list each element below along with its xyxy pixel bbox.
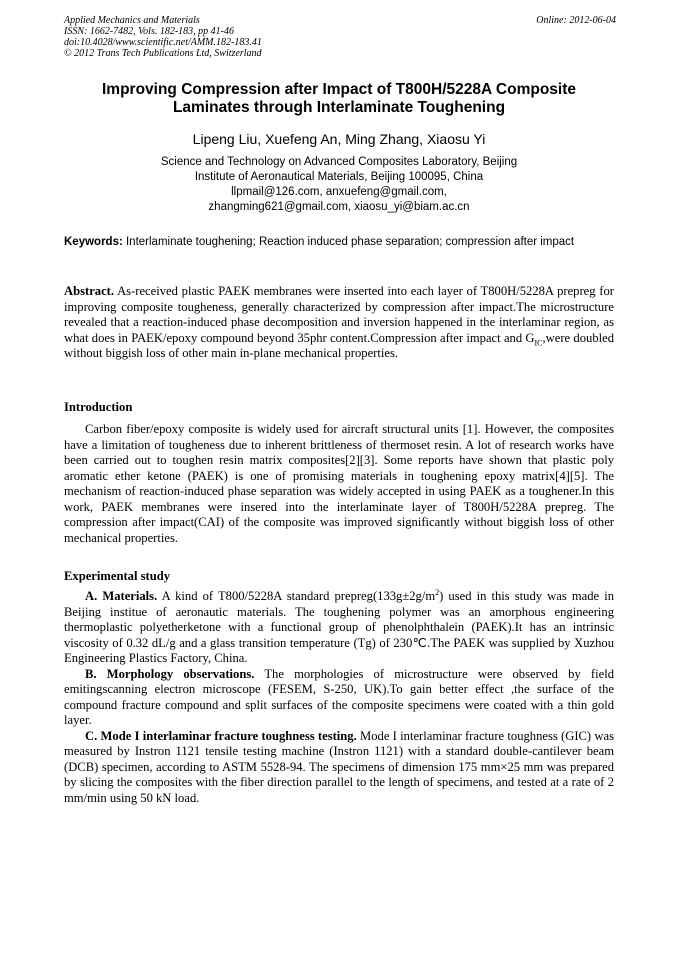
- introduction-paragraph: Carbon fiber/epoxy composite is widely used for aircraft structural units [1]. However, the composites have a limitation of tougheness due to inherent brittleness of thermoset resin. A lot of research works have been carried out to toughen resin matrix composites[2][3]. Some reports have shown that plastic poly aromatic ether ketone (PAEK) is one of promising materials in toughening epoxy matrix[4][5]. The mechanism of reaction-induced phase separation was widely accepted in using PAEK as a toughener.In this work, PAEK membranes were insered into the interlaminate layer of T800H/5228A prepreg. The compression after impact(CAI) of the composite was improved significantly without biggish loss of other mechanical properties.: [64, 422, 614, 545]
- materials-paragraph: [64, 589, 614, 667]
- affiliation: [64, 155, 614, 215]
- affiliation-emails-2: zhangming621@gmail.com, xiaosu_yi@biam.ac.cn: [208, 201, 470, 213]
- morphology-paragraph: [64, 667, 614, 729]
- affiliation-emails-1: llpmail@126.com, anxuefeng@gmail.com,: [231, 186, 447, 198]
- affiliation-line-1: Science and Technology on Advanced Composites Laboratory, Beijing: [160, 156, 518, 168]
- materials-label: A. Materials.: [85, 589, 158, 603]
- fracture-text: Mode I interlaminar fracture toughness (GIC) was measured by Instron 1121 tensile testing machine (Instron 1121) with a standard double-cantilever beam (DCB) specimen, according to ASTM 5528-94. The specimens of dimension 175 mm×25 mm was prepared by slicing the composites with the fiber direction parallel to the length of specimens, and tested at a rate of 2 mm/min using 50 kN load.: [64, 728, 614, 805]
- title-line-2: Laminates through Interlaminate Toughening: [172, 99, 506, 116]
- abstract-label: Abstract.: [64, 284, 115, 298]
- paper-title: [64, 81, 614, 117]
- journal-header: [64, 15, 616, 59]
- morphology-label: B. Morphology observations.: [85, 666, 255, 681]
- materials-superscript: 2: [435, 587, 440, 597]
- journal-copyright: © 2012 Trans Tech Publications Ltd, Switzerland: [64, 48, 262, 59]
- online-date: Online: 2012-06-04: [536, 15, 616, 26]
- journal-issn: ISSN: 1662-7482, Vols. 182-183, pp 41-46: [64, 26, 234, 37]
- keywords-text: Interlaminate toughening; Reaction induced phase separation; compression after impact: [122, 236, 575, 248]
- experimental-heading: Experimental study: [64, 569, 171, 583]
- materials-text-1: A kind of T800/5228A standard prepreg(133g±2g/m: [157, 589, 436, 603]
- abstract-subscript: IC: [534, 338, 543, 348]
- journal-doi: doi:10.4028/www.scientific.net/AMM.182-183.41: [64, 37, 262, 48]
- author-list: Lipeng Liu, Xuefeng An, Ming Zhang, Xiaosu Yi: [192, 131, 486, 147]
- fracture-label: C. Mode I interlaminar fracture toughness testing.: [85, 728, 357, 743]
- abstract-text-a: As-received plastic PAEK membranes were inserted into each layer of T800H/5228A prepreg for improving composite tougheness, generally characterized by compression after impact.The microstructure revealed that a reaction-induced phase decomposition and inversion happened in the interlaminar region, as what does in PAEK/epoxy compound beyond 35phr content.Compression after impact and G: [64, 284, 614, 345]
- abstract: [64, 284, 614, 362]
- journal-name: Applied Mechanics and Materials: [64, 15, 200, 26]
- title-line-1: Improving Compression after Impact of T800H/5228A Composite: [101, 81, 576, 98]
- experimental-section: [64, 589, 614, 806]
- keywords: [64, 235, 614, 250]
- morphology-text: The morphologies of microstructure were observed by field emitingscanning electron microscope (FESEM, S-250, UK).To gain better effect ,the surface of the compound fracture compound and split surfaces of the composite specimens were coated with a thin gold layer.: [64, 666, 614, 727]
- keywords-label: Keywords:: [64, 236, 123, 248]
- materials-text-2: ) used in this study was made in Beijing institue of aeronautic materials. The toughening polymer was an amorphous engineering thermoplastic polyetherketone with a functional group of phenolphthalein (PAEK).It has an intrinsic viscosity of 0.32 dL/g and a glass transition temperature (Tg) of 230℃.The PAEK was supplied by Xuzhou Engineering Plastics Factory, China.: [64, 589, 614, 665]
- fracture-paragraph: [64, 729, 614, 807]
- introduction-heading: Introduction: [64, 400, 133, 414]
- affiliation-line-2: Institute of Aeronautical Materials, Beijing 100095, China: [194, 171, 484, 183]
- abstract-text-b: ,were doubled without biggish loss of other main in-plane mechanical properties.: [64, 330, 614, 360]
